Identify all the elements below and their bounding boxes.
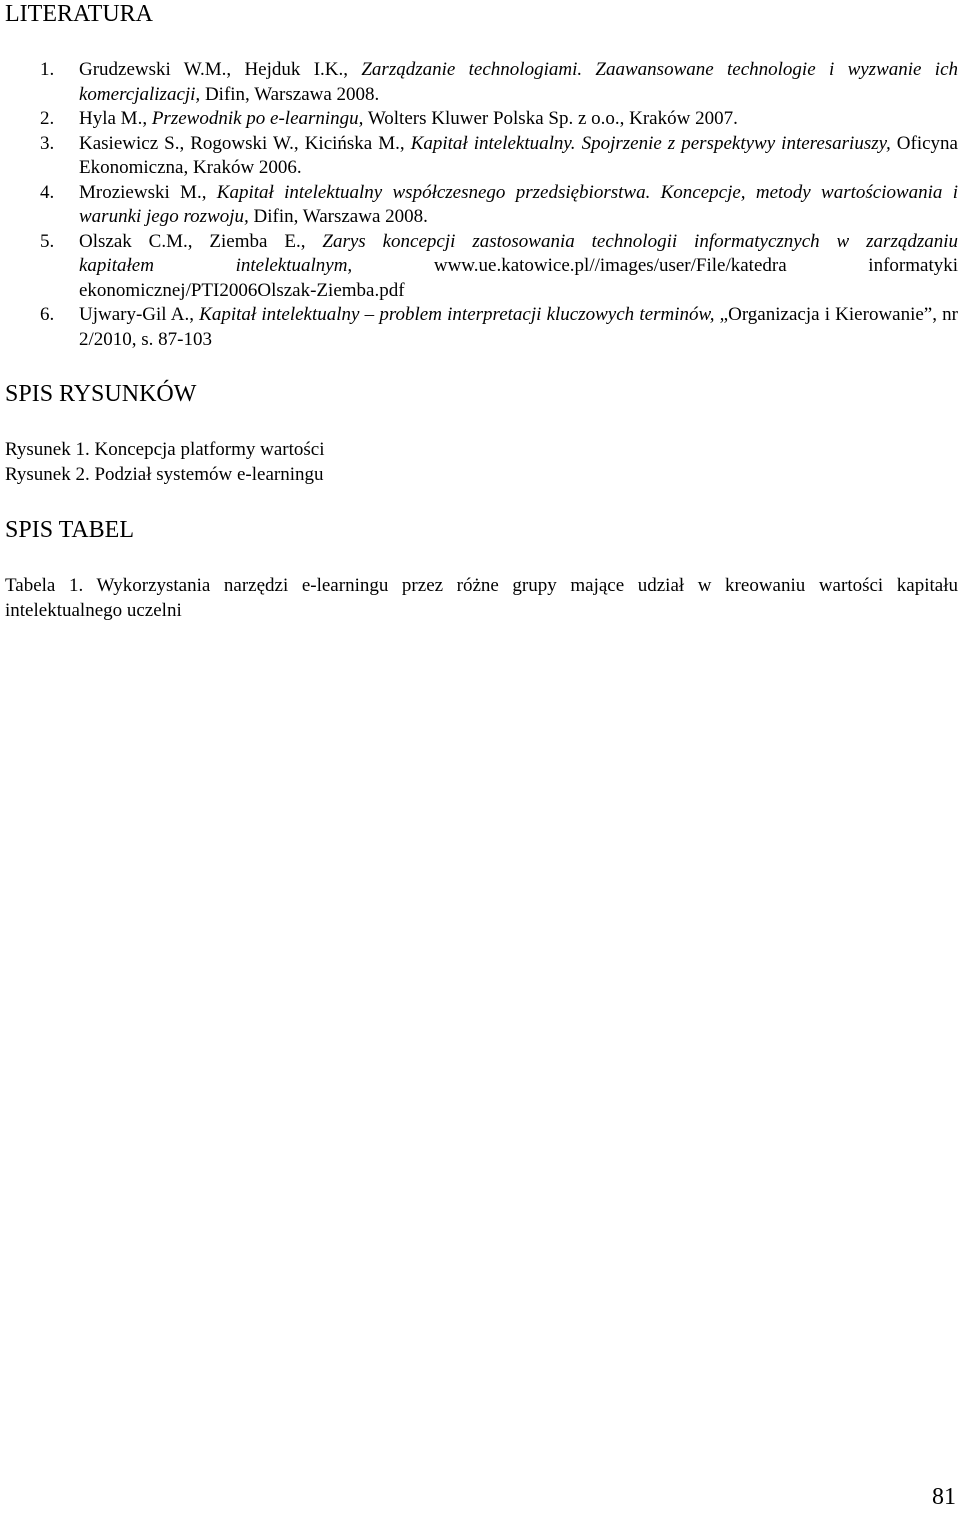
reference-publisher: „Organizacja i Kierowanie”, nr 2/2010, s. 87-103 (79, 304, 959, 350)
reference-item-6 (0, 303, 960, 352)
figure-item-2: Rysunek 2. Podział systemów e-learningu (5, 463, 324, 485)
table-item-line-continued: intelektualnego uczelni (5, 599, 182, 621)
reference-title: Zarys koncepcji zastosowania technologii informatycznych w zarządzaniu (322, 230, 959, 252)
table-item-1 (5, 574, 958, 623)
reference-publisher: Wolters Kluwer Polska Sp. z o.o., Kraków 2007. (363, 108, 738, 129)
reference-title: Przewodnik po e-learningu, (151, 108, 364, 129)
heading-literatura: LITERATURA (5, 1, 153, 27)
figure-list (5, 438, 325, 487)
heading-spis-rysunkow: SPIS RYSUNKÓW (5, 381, 197, 407)
heading-spis-tabel: SPIS TABEL (5, 517, 134, 543)
reference-author: Hyla M., (79, 108, 152, 129)
reference-item-3 (0, 132, 960, 181)
reference-item-2 (0, 107, 960, 132)
reference-title-continued: kapitałem intelektualnym, (79, 255, 353, 276)
reference-item-1 (0, 58, 960, 107)
reference-title: Kapitał intelektualny – problem interpretacji kluczowych terminów, (199, 304, 715, 325)
reference-author: Mroziewski M., (79, 181, 217, 203)
reference-number: 6. (40, 304, 55, 325)
reference-list (0, 58, 960, 352)
reference-url: www.ue.katowice.pl//images/user/File/katedra informatyki (433, 255, 958, 276)
reference-title: Zarządzanie technologiami. Zaawansowane technologie i wyzwanie ich komercjalizacji, (79, 59, 959, 105)
reference-title: Kapitał intelektualny. Spojrzenie z perspektywy interesariuszy, (410, 132, 891, 154)
reference-number: 4. (40, 181, 55, 203)
figure-item-1: Rysunek 1. Koncepcja platformy wartości (5, 439, 325, 460)
reference-item-5 (0, 230, 960, 304)
page-number: 81 (932, 1484, 956, 1510)
reference-title: Kapitał intelektualny współczesnego przedsiębiorstwa. Koncepcje, metody wartościowania i warunki jego rozwoju, (79, 181, 959, 227)
reference-publisher: Oficyna Ekonomiczna, Kraków 2006. (79, 132, 958, 178)
reference-url-continued: ekonomicznej/PTI2006Olszak-Ziemba.pdf (79, 279, 405, 301)
reference-number: 5. (40, 230, 55, 252)
reference-author: Olszak C.M., Ziemba E., (79, 230, 323, 252)
reference-author: Grudzewski W.M., Hejduk I.K., (79, 59, 362, 80)
reference-publisher: Difin, Warszawa 2008. (248, 206, 428, 227)
reference-item-4 (0, 181, 960, 230)
table-item-line: Tabela 1. Wykorzystania narzędzi e-learningu przez różne grupy mające udział w kreowaniu wartości kapitału (5, 575, 958, 596)
reference-author: Ujwary-Gil A., (79, 304, 200, 325)
reference-number: 3. (40, 132, 55, 154)
reference-publisher: Difin, Warszawa 2008. (200, 83, 380, 105)
reference-author: Kasiewicz S., Rogowski W., Kicińska M., (79, 132, 411, 154)
reference-number: 1. (40, 59, 55, 80)
reference-number: 2. (40, 108, 55, 129)
